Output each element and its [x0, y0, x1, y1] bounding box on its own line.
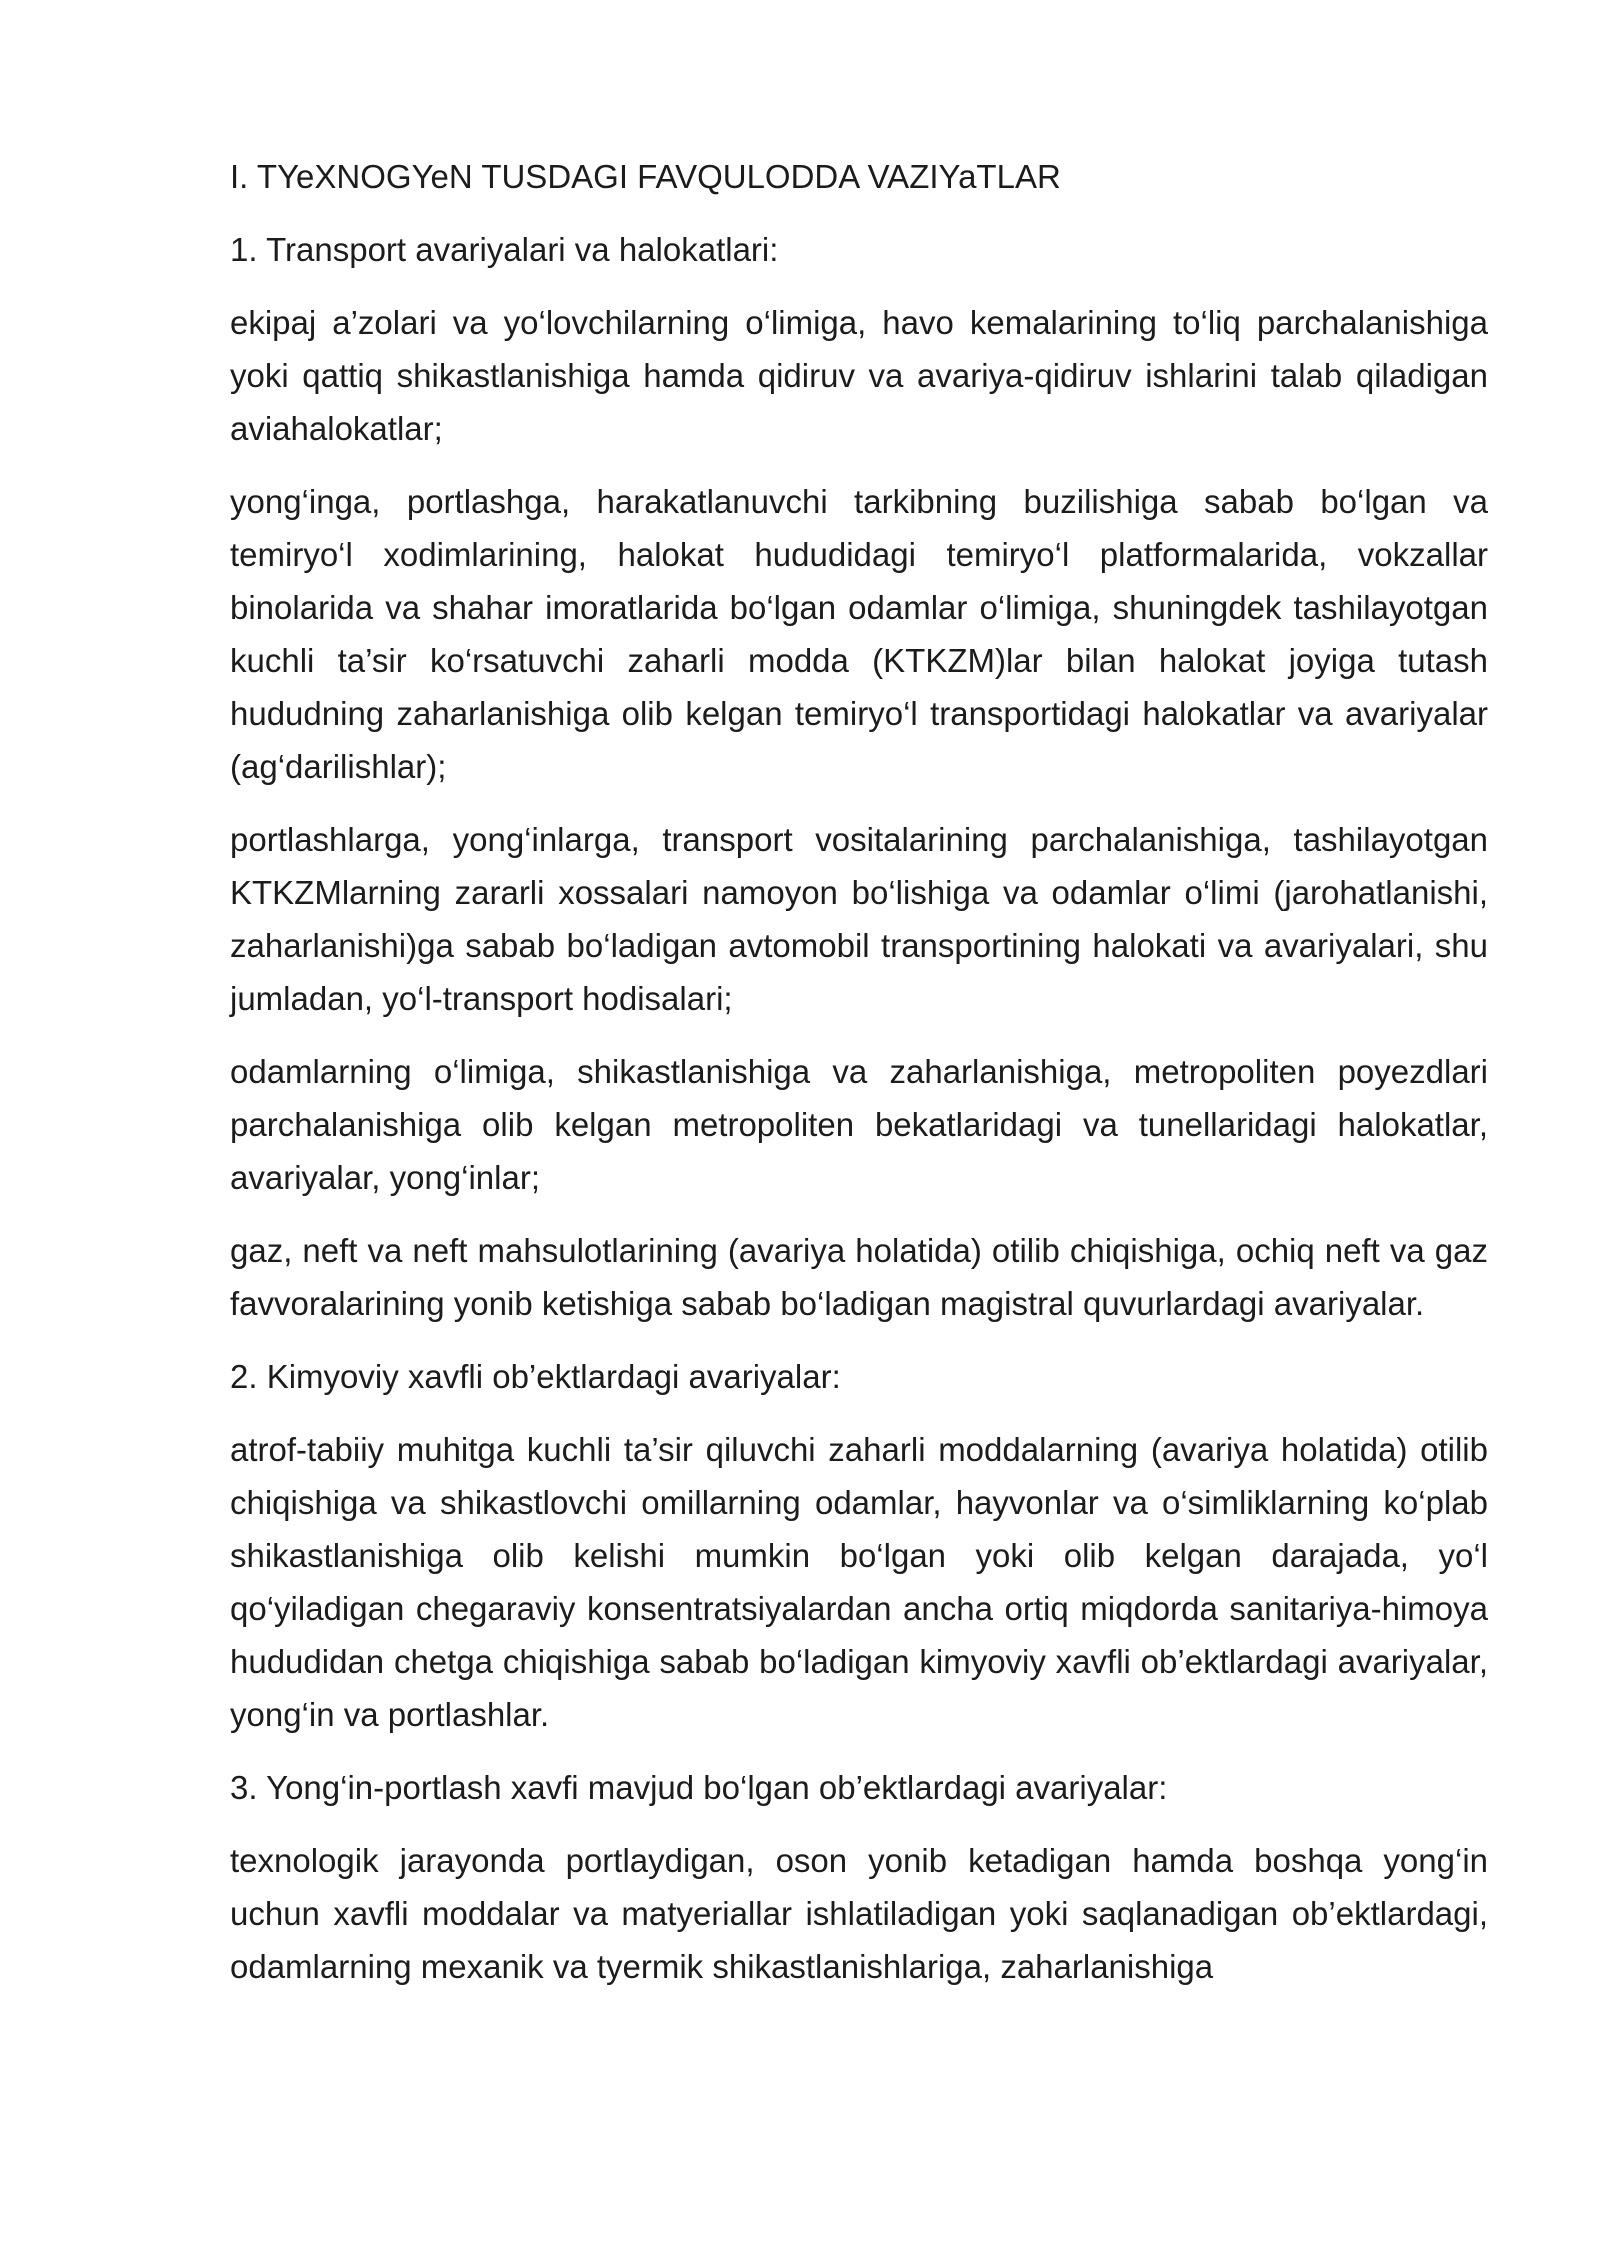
document-title: I. TYeXNOGYeN TUSDAGI FAVQULODDA VAZIYaTLAR — [230, 158, 1061, 195]
document-page — [230, 150, 1488, 2013]
section-1-paragraph-pipeline: gaz, neft va neft mahsulotlarining (avariya holatida) otilib chiqishiga, ochiq neft va gaz favvoralarining yonib ketishiga sabab bo‘ladigan magistral quvurlardagi avariyalar. — [230, 1232, 1488, 1322]
section-2-paragraph: atrof-tabiiy muhitga kuchli ta’sir qiluvchi zaharli moddalarning (avariya holatida) otilib chiqishiga va shikastlovchi omillarning odamlar, hayvonlar va o‘simliklarning ko‘plab shikastlanishiga olib kelishi mumkin bo‘lgan yoki olib kelgan darajada, yo‘l qo‘yiladigan chegaraviy konsentratsiyalardan ancha ortiq miqdorda sanitariya-himoya hududidan chetga chiqishiga sabab bo‘ladigan kimyoviy xavfli ob’ektlardagi avariyalar, yong‘in va portlashlar. — [230, 1431, 1488, 1733]
section-1-heading: 1. Transport avariyalari va halokatlari: — [230, 231, 779, 268]
section-1-paragraph-railway: yong‘inga, portlashga, harakatlanuvchi tarkibning buzilishiga sabab bo‘lgan va temiryo‘l xodimlarining, halokat hududidagi temiryo‘l platformalarida, vokzallar binolarida va shahar imoratlarida bo‘lgan odamlar o‘limiga, shuningdek tashilayotgan kuchli ta’sir ko‘rsatuvchi zaharli modda (KTKZM)lar bilan halokat joyiga tutash hududning zaharlanishiga olib kelgan temiryo‘l transportidagi halokatlar va avariyalar (ag‘darilishlar); — [230, 483, 1488, 785]
section-2-heading: 2. Kimyoviy xavfli ob’ektlardagi avariyalar: — [230, 1358, 841, 1395]
section-1-paragraph-aviation: ekipaj a’zolari va yo‘lovchilarning o‘limiga, havo kemalarining to‘liq parchalanishiga yoki qattiq shikastlanishiga hamda qidiruv va avariya-qidiruv ishlarini talab qiladigan aviahalokatlar; — [230, 304, 1488, 447]
section-1-paragraph-road: portlashlarga, yong‘inlarga, transport vositalarining parchalanishiga, tashilayotgan KTKZMlarning zararli xossalari namoyon bo‘lishiga va odamlar o‘limi (jarohatlanishi, zaharlanishi)ga sabab bo‘ladigan avtomobil transportining halokati va avariyalari, shu jumladan, yo‘l-transport hodisalari; — [230, 821, 1488, 1017]
section-3-heading: 3. Yong‘in-portlash xavfi mavjud bo‘lgan ob’ektlardagi avariyalar: — [230, 1769, 1168, 1806]
section-3-paragraph: texnologik jarayonda portlaydigan, oson yonib ketadigan hamda boshqa yong‘in uchun xavfli moddalar va matyeriallar ishlatiladigan yoki saqlanadigan ob’ektlardagi, odamlarning mexanik va tyermik shikastlanishlariga, zaharlanishiga — [230, 1842, 1488, 1985]
section-1-paragraph-metro: odamlarning o‘limiga, shikastlanishiga va zaharlanishiga, metropoliten poyezdlari parchalanishiga olib kelgan metropoliten bekatlaridagi va tunellaridagi halokatlar, avariyalar, yong‘inlar; — [230, 1053, 1488, 1196]
